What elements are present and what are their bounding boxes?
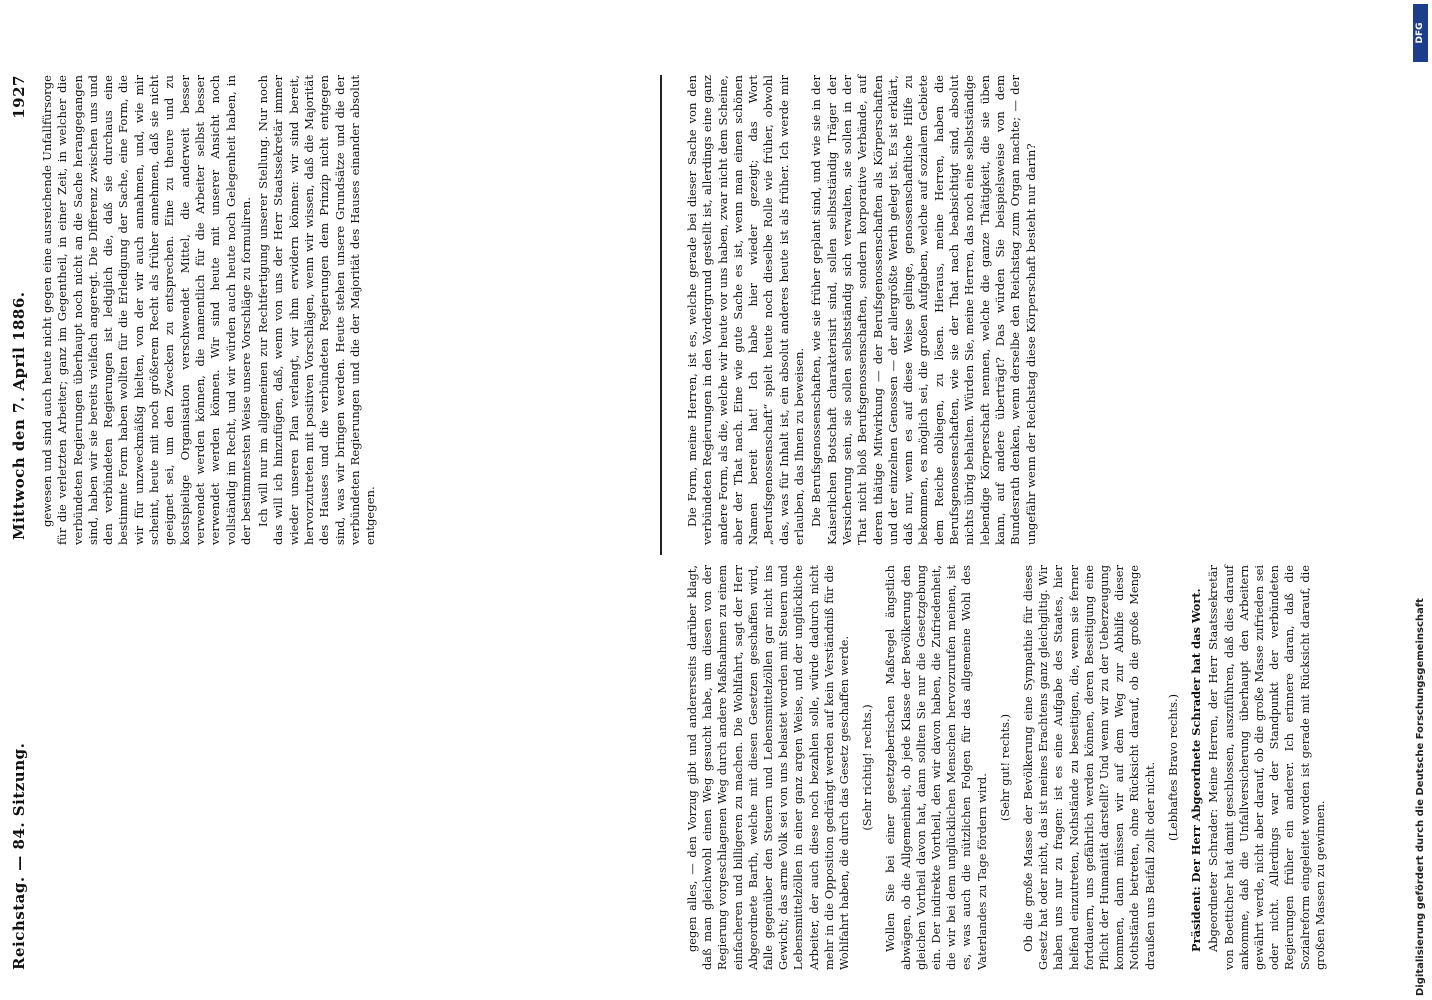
interjection: (Sehr gut! rechts.) [997,713,1012,822]
paragraph: Ich will nur im allgemeinen zur Rechtfertigung unserer Stellung. Nur noch das will ich hinzufügen, daß, wenn von uns der Herr Staatssekretär immer wieder unseren Plan verlangt, wir ihm erwidern können: wir sind bereit, hervorzutreten mit positiven Vorschlägen, wenn wir wissen, daß die Majorität des Hauses und die verbündeten Regierungen dem Prinzip nicht entgegen sind, was wir bringen werden. Heute stehen unsere Grundsätze und die der verbündeten Regierungen und die der Majorität des Hauses einander absolut entgegen. [256,75,378,545]
paragraph: Wollen Sie bei einer gesetzgeberischen Maßregel ängstlich abwägen, ob die Allgemeinheit, ob jede Klasse der Bevölkerung den gleichen Vortheil davon hat, dann sollten Sie nur die Gesetzgebung ein. Der indirekte Vortheil, den wir davon haben, die Zufriedenheit, die wir bei dem unglücklichen Menschen hervorzurufen meinen, ist es, was auch die nützlichen Folgen für das allgemeine Wohl des Vaterlandes zu Tage fördern wird. [883,565,989,970]
running-header [10,75,34,970]
column-divider-rule [660,75,662,555]
dfg-logo [1413,4,1428,62]
credit-text: Digitalisierung gefördert durch die Deutsche Forschungsgemeinschaft [1415,598,1426,996]
paragraph: Abgeordneter Schrader: Meine Herren, der Herr Staatssekretär von Boetticher hat damit geschlossen, auszuführen, daß dies darauf ankomme, daß die Unfallversicherung überhaupt den Arbeitern gewährt werde, nicht aber darauf, ob die große Masse zufrieden sei oder nicht. Allerdings war der Standpunkt der verbündeten Regierungen früher ein anderer. Ich erinnere daran, daß die Sozialreform eingeleitet worden ist gerade mit Rücksicht darauf, die großen Massen zu gewinnen. [1206,565,1327,970]
paragraph: Ob die große Masse der Bevölkerung eine Sympathie für dieses Gesetz hat oder nicht, das ist meines Erachtens ganz gleichgiltig. Wir haben uns nur zu fragen: ist es eine Aufgabe des Staates, hier helfend einzutreten, Nothstände zu beseitigen, die, wenn sie ferner fortdauern, uns gefährlich werden können, deren Beseitigung eine Pflicht der Humanität darstellt? Und wenn wir zu der Ueberzeugung kommen, dann müssen wir auf dem Weg zur Abhilfe dieser Nothstände betreten, ohne Rücksicht darauf, ob die große Menge draußen uns Beifall zollt oder nicht. [1021,565,1157,970]
header-session: Reichstag. — 84. Sitzung. [10,742,28,970]
header-page-number: 1927 [10,75,28,119]
text-column-top [40,75,630,545]
text-column-bottom-left [685,565,1325,970]
text-column-bottom-right [685,75,1325,545]
paragraph: Die Form, meine Herren, ist es, welche gerade bei dieser Sache von den verbündeten Regierungen in den Vordergrund gestellt ist, allerdings eine ganz andere Form, als die, welche wir heute vor uns haben, zwar nicht dem Scheine, aber der That nach. Eine wie gute Sache es ist, wenn man einen schönen Namen bereit hat! Ich habe hier wieder gezeigt; das Wort „Berufsgenossenschaft“ spielt heute noch dieselbe Rolle wie früher, obwohl das, was für Inhalt ist, ein absolut anderes heute ist als früher. Ich werde mir erlauben, das Ihnen zu beweisen. [685,75,807,545]
paragraph: gewesen und sind auch heute nicht gegen eine ausreichende Unfallfürsorge für die verletzten Arbeiter; ganz im Gegentheil, in einer Zeit, in welcher die verbündeten Regierungen überhaupt noch nicht an die Sache herangegangen sind, haben wir sie bereits vielfach angeregt. Die Differenz zwischen uns und den verbündeten Regierungen ist lediglich die, daß sie durchaus eine bestimmte Form haben wollten für die Erledigung der Sache, eine Form, die wir für unzweckmäßig hielten, von der wir auch annahmen, und, wie mir scheint, heute mit noch größerem Recht als früher annehmen, daß sie nicht geeignet sei, um den Zwecken zu entsprechen. Eine zu theure und zu kostspielige Organisation verschwendet Mittel, die anderweit besser verwendet werden können, die namentlich für die Arbeiter selbst besser verwendet werden können. Wir sind heute mit unserer Ansicht noch vollständig im Recht, und wir würden auch heute noch Gelegenheit haben, in der bestimmtesten Weise unsere Vorschläge zu formuliren. [40,75,253,545]
paragraph: gegen alles, — den Vorzug gibt und andererseits darüber klagt, daß man gleichwohl einen Weg gesucht habe, um diesen von der Regierung vorgeschlagenen Weg durch andere Maßnahmen zu einem einfacheren und billigeren zu machen. Die Wohlfahrt, sagt der Herr Abgeordnete Barth, welche mit diesen Gesetzen geschaffen wird, falle gegenüber den Steuern und Lebensmittelzöllen gar nicht ins Gewicht; das arme Volk sei von uns belastet worden mit Steuern und Lebensmittelzöllen in einer ganz argen Weise, und der unglückliche Arbeiter, der auch diese noch bezahlen solle, würde dadurch nicht mehr in die Opposition gedrängt werden auf kein Verständniß für die Wohlfahrt haben, die durch das Gesetz geschaffen werde. [685,565,852,970]
paragraph: Die Berufsgenossenschaften, wie sie früher geplant sind, und wie sie in der Kaiserlichen Botschaft charakterisirt sind, sollen selbstständig Träger der Versicherung sein, sie sollen selbstständig sich verwalten, sie sollen in der That nicht bloß Berufsgenossenschaften, sondern korporative Verbände, auf deren thätige Mitwirkung — der Berufsgenossenschaften als Körperschaften und der einzelnen Genossen — der allergrößte Werth gelegt ist. Es ist erklärt, daß nur, wenn es auf diese Weise gelinge, genossenschaftliche Hilfe zu bekommen, es möglich sei, die großen Aufgaben, welche auf sozialem Gebiete dem Reiche obliegen, zu lösen. Hieraus, meine Herren, haben die Berufsgenossenschaften, wie sie der That nach beabsichtigt sind, absolut nichts übrig behalten. Würden Sie, meine Herren, das noch eine selbstständige lebendige Körperschaft nennen, welche die ganze Thätigkeit, die sie üben kann, auf andere überträgt? Das würden Sie beispielsweise von dem Bundesrath denken, wenn derselbe den Reichstag zum Organ machte; — der ungefähr wenn der Reichstag diese Körperschaft besteht nur darin? [809,75,1038,545]
digitization-credit [1412,4,1430,996]
interjection: (Sehr richtig! rechts.) [860,704,875,831]
speaker-line: Präsident: Der Herr Abgeordnete Schrader hat das Wort. [1189,588,1204,952]
interjection: (Lebhaftes Bravo rechts.) [1165,693,1180,842]
dfg-logo-text: DFG [1415,22,1425,44]
header-date: Mittwoch den 7. April 1886. [10,291,28,540]
